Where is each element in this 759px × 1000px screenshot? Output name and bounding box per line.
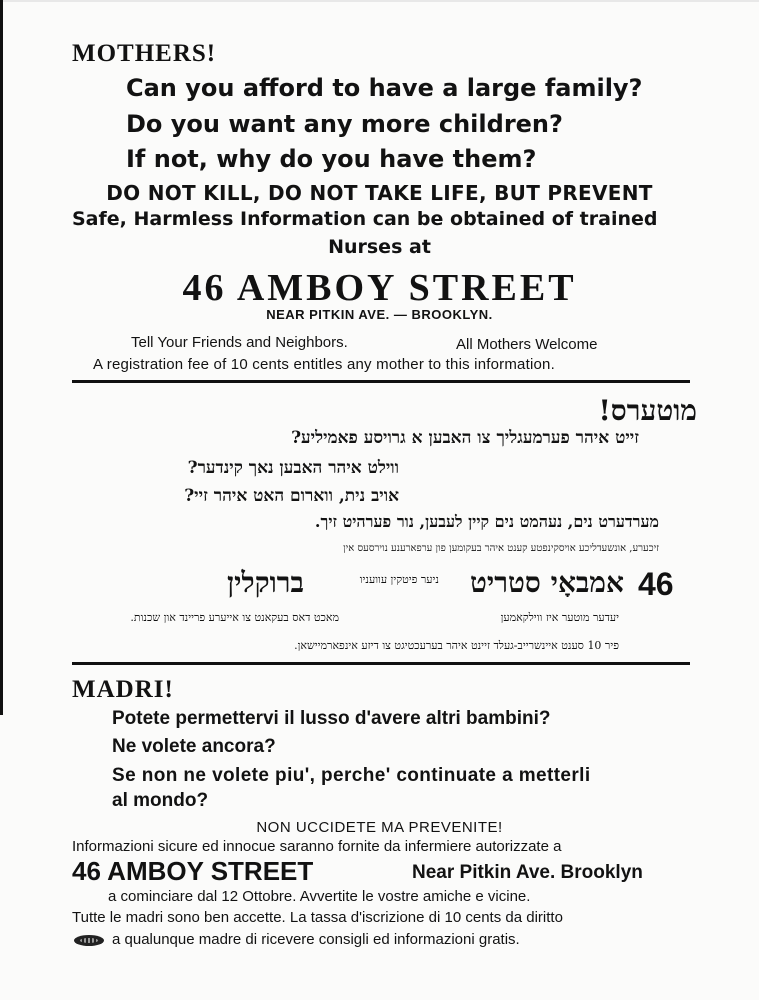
english-nurses-line: Nurses at [328, 236, 431, 258]
yiddish-friends-line: מאכט דאס בעקאנט צו אייערע פריינד און שכנות. [130, 611, 339, 624]
yiddish-address-number: 46 [638, 566, 674, 602]
scan-edge-top [0, 0, 759, 2]
divider-rule-1 [72, 380, 690, 383]
yiddish-prevent-line: מערדערט נים, נעהמט נים קיין לעבען, נור פערהיט זיך. [314, 512, 659, 531]
yiddish-fee-line: פיר 10 סענט איינשרייב-געלד זיינט איהר בערעכטיגט צו דיזע אינפארמיישאן. [294, 639, 619, 652]
italian-address: 46 AMBOY STREET [72, 856, 314, 886]
english-heading: MOTHERS! [72, 40, 217, 67]
yiddish-near-line: ניער פיטקין עוועניו [359, 573, 439, 586]
italian-question-3-cont: al mondo? [112, 790, 209, 811]
italian-start-line: a cominciare dal 12 Ottobre. Avvertite le vostre amiche e vicine. [108, 888, 531, 905]
yiddish-info-line: זיכערע, אונשעדליכע אויסקינפטע קענט איהר בעקומען פון ערפארענע נוירסעס אין [343, 543, 659, 554]
english-mothers-welcome: All Mothers Welcome [456, 336, 598, 353]
italian-question-3: Se non ne volete piu', perche' continuate a metterli [112, 765, 591, 786]
yiddish-city: ברוקלין [227, 566, 304, 599]
italian-heading: MADRI! [72, 676, 174, 703]
english-question-3: If not, why do you have them? [126, 145, 537, 173]
yiddish-question-2: ווילט איהר האבען נאך קינדער? [187, 458, 399, 478]
italian-near-line: Near Pitkin Ave. Brooklyn [412, 862, 643, 883]
english-info-line: Safe, Harmless Information can be obtained of trained [72, 208, 658, 230]
english-prevent-line: DO NOT KILL, DO NOT TAKE LIFE, BUT PREVENT [106, 181, 653, 205]
italian-rights-line: a qualunque madre di ricevere consigli ed informazioni gratis. [112, 931, 520, 948]
english-question-1: Can you afford to have a large family? [126, 74, 643, 102]
pointing-hand-ornament-icon [74, 935, 104, 946]
italian-question-2: Ne volete ancora? [112, 736, 276, 757]
yiddish-question-1: זייט איהר פערמעגליך צו האבען א גרויסע פאמיליע? [291, 428, 639, 448]
english-fee-line: A registration fee of 10 cents entitles any mother to this information. [93, 356, 555, 373]
italian-info-line: Informazioni sicure ed innocue saranno fornite da infermiere autorizzate a [72, 838, 562, 855]
italian-prevent-line: NON UCCIDETE MA PREVENITE! [256, 819, 503, 836]
divider-rule-2 [72, 662, 690, 665]
english-question-2: Do you want any more children? [126, 110, 563, 138]
english-address: 46 AMBOY STREET [182, 267, 577, 309]
yiddish-heading: מוטערס! [598, 394, 697, 427]
italian-welcome-line: Tutte le madri sono ben accette. La tassa d'iscrizione di 10 cents da diritto [72, 909, 563, 926]
english-near-line: NEAR PITKIN AVE. — BROOKLYN. [266, 307, 493, 322]
english-tell-friends: Tell Your Friends and Neighbors. [131, 334, 348, 351]
yiddish-welcome-line: יעדער מוטער איז ווילקאמען [500, 611, 619, 624]
yiddish-question-3: אויב נית, ווארום האט איהר זיי? [184, 486, 399, 506]
yiddish-address-name: אמבאָי סטריט [470, 566, 624, 599]
italian-question-1: Potete permettervi il lusso d'avere altri bambini? [112, 708, 551, 729]
scan-edge-left [0, 0, 3, 715]
